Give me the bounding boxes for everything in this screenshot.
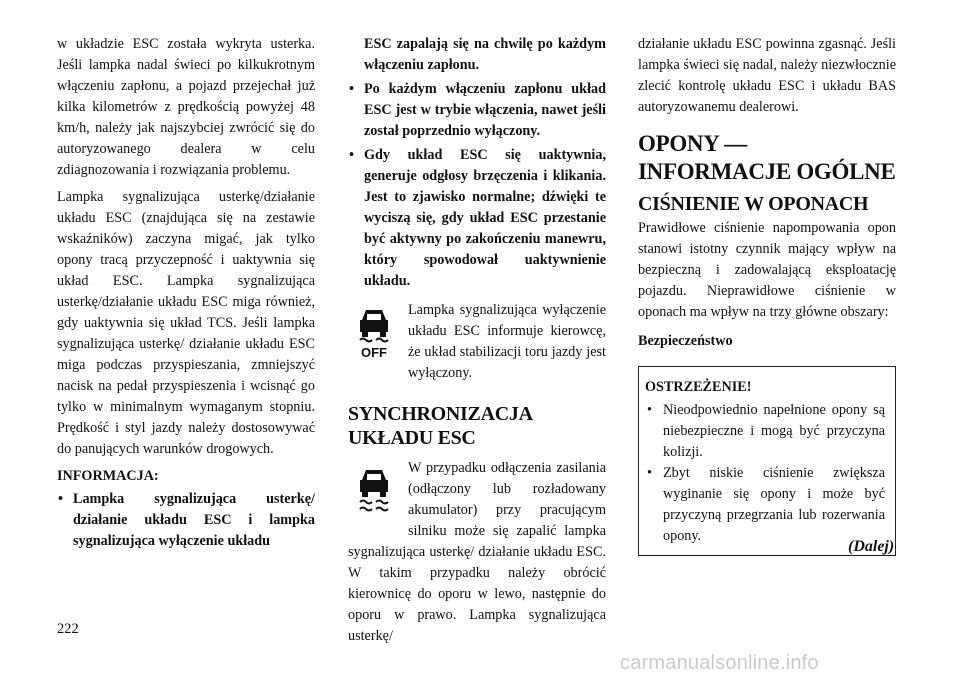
esc-off-icon <box>348 306 400 366</box>
paragraph-esc-off: Lampka sygnalizująca wyłączenie układu ESC informuje kierowcę, że układ stabilizacji toru jazdy jest wyłączony. <box>408 302 606 381</box>
info-heading: INFORMACJA: <box>57 468 159 484</box>
continued-label: (Dalej) <box>848 538 895 555</box>
page-number: 222 <box>57 621 79 637</box>
warning-item-1: • Nieodpowiednio napełnione opony są niebezpieczne i mogą być przyczyna kolizji. <box>645 400 885 463</box>
warning-item-2: • Zbyt niskie ciśnienie zwiększa wyginanie się opony i może być przyczyną przegrzania lub rozerwania opony. <box>645 463 885 547</box>
info-bullet-3: • Gdy układ ESC się uaktywnia, generuje odgłosy brzęczenia i klikania. Jest to zjawisko normalne; dźwięki te wyciszą się, gdy układ ESC przestanie być aktywny po zakończeniu manewru, który spowodował uaktywnienie układu. <box>348 145 606 292</box>
tires-heading: OPONY — INFORMACJE OGÓLNE <box>638 131 896 184</box>
column-left <box>57 34 315 555</box>
esc-off-block <box>348 300 606 390</box>
warning-list <box>645 400 885 547</box>
paragraph-esc-sync: W przypadku odłączenia zasilania (odłączony lub rozładowany akumulator) przy pracującym silniku może się zapalić lampka sygnalizująca usterkę/ działanie układu ESC. W takim przypadku należy obrócić kierownicę do oporu w lewo, następnie do oporu w prawo. Lampka sygnalizująca usterkę/ <box>348 460 606 644</box>
info-list <box>57 489 315 552</box>
paragraph-esc-fault: w układzie ESC została wykryta usterka. Jeśli lampka nadal świeci po kilkukrotnym włączeniu zapłonu, a pojazd przejechał już kilka kilometrów z prędkością powyżej 48 km/h, należy jak najszybciej zwrócić się do autoryzowanego dealera w celu zdiagnozowania i rozwiązania problemu. <box>57 36 315 178</box>
info-bullet-1: • Lampka sygnalizująca usterkę/ działanie układu ESC i lampka sygnalizująca wyłączenie układu <box>57 489 315 552</box>
info-bullet-2: • Po każdym włączeniu zapłonu układ ESC jest w trybie włączenia, nawet jeśli został poprzednio wyłączony. <box>348 79 606 142</box>
esc-sync-block <box>348 458 606 653</box>
sync-heading: SYNCHRONIZACJA UKŁADU ESC <box>348 403 532 449</box>
paragraph-tire-pressure: Prawidłowe ciśnienie napompowania opon stanowi istotny czynnik mający wpływ na bezpieczną i zadowalającą eksploatację pojazdu. Nieprawidłowe ciśnienie w oponach ma wpływ na trzy główne obszary: <box>638 220 896 320</box>
safety-label: Bezpieczeństwo <box>638 333 733 349</box>
warning-title: OSTRZEŻENIE! <box>645 379 752 395</box>
watermark-text: carmanualsonline.info <box>620 652 819 674</box>
info-bullet-1-continued: ESC zapalają się na chwilę po każdym włączeniu zapłonu. <box>364 36 606 73</box>
column-right <box>638 34 896 556</box>
warning-box <box>638 366 896 556</box>
info-list-continued <box>348 34 606 292</box>
esc-off-icon-label: OFF <box>361 345 387 360</box>
tire-pressure-heading: CIŚNIENIE W OPONACH <box>638 193 869 215</box>
esc-skid-icon <box>348 464 400 534</box>
paragraph-esc-lamp: Lampka sygnalizująca usterkę/działanie układu ESC (znajdująca się na zestawie wskaźników) zaczyna migać, jak tylko opony tracą przyczepność i uaktywnia się układ ESC. Lampka sygnalizująca usterkę/działanie układu ESC miga również, gdy uaktywnia się układ TCS. Jeśli lampka sygnalizująca usterkę/ działanie układu ESC miga podczas przyspieszania, zmniejszyć nacisk na pedał przyspieszenia i wcisnąć go tylko w minimalnym wymaganym stopniu. Prędkość i styl jazdy należy dostosowywać do panujących warunków drogowych. <box>57 189 315 457</box>
column-middle <box>348 34 606 653</box>
paragraph-esc-continued: działanie układu ESC powinna zgasnąć. Jeśli lampka świeci się nadal, należy niezwłocznie zlecić kontrolę układu ESC i układu BAS autoryzowanemu dealerowi. <box>638 36 896 115</box>
